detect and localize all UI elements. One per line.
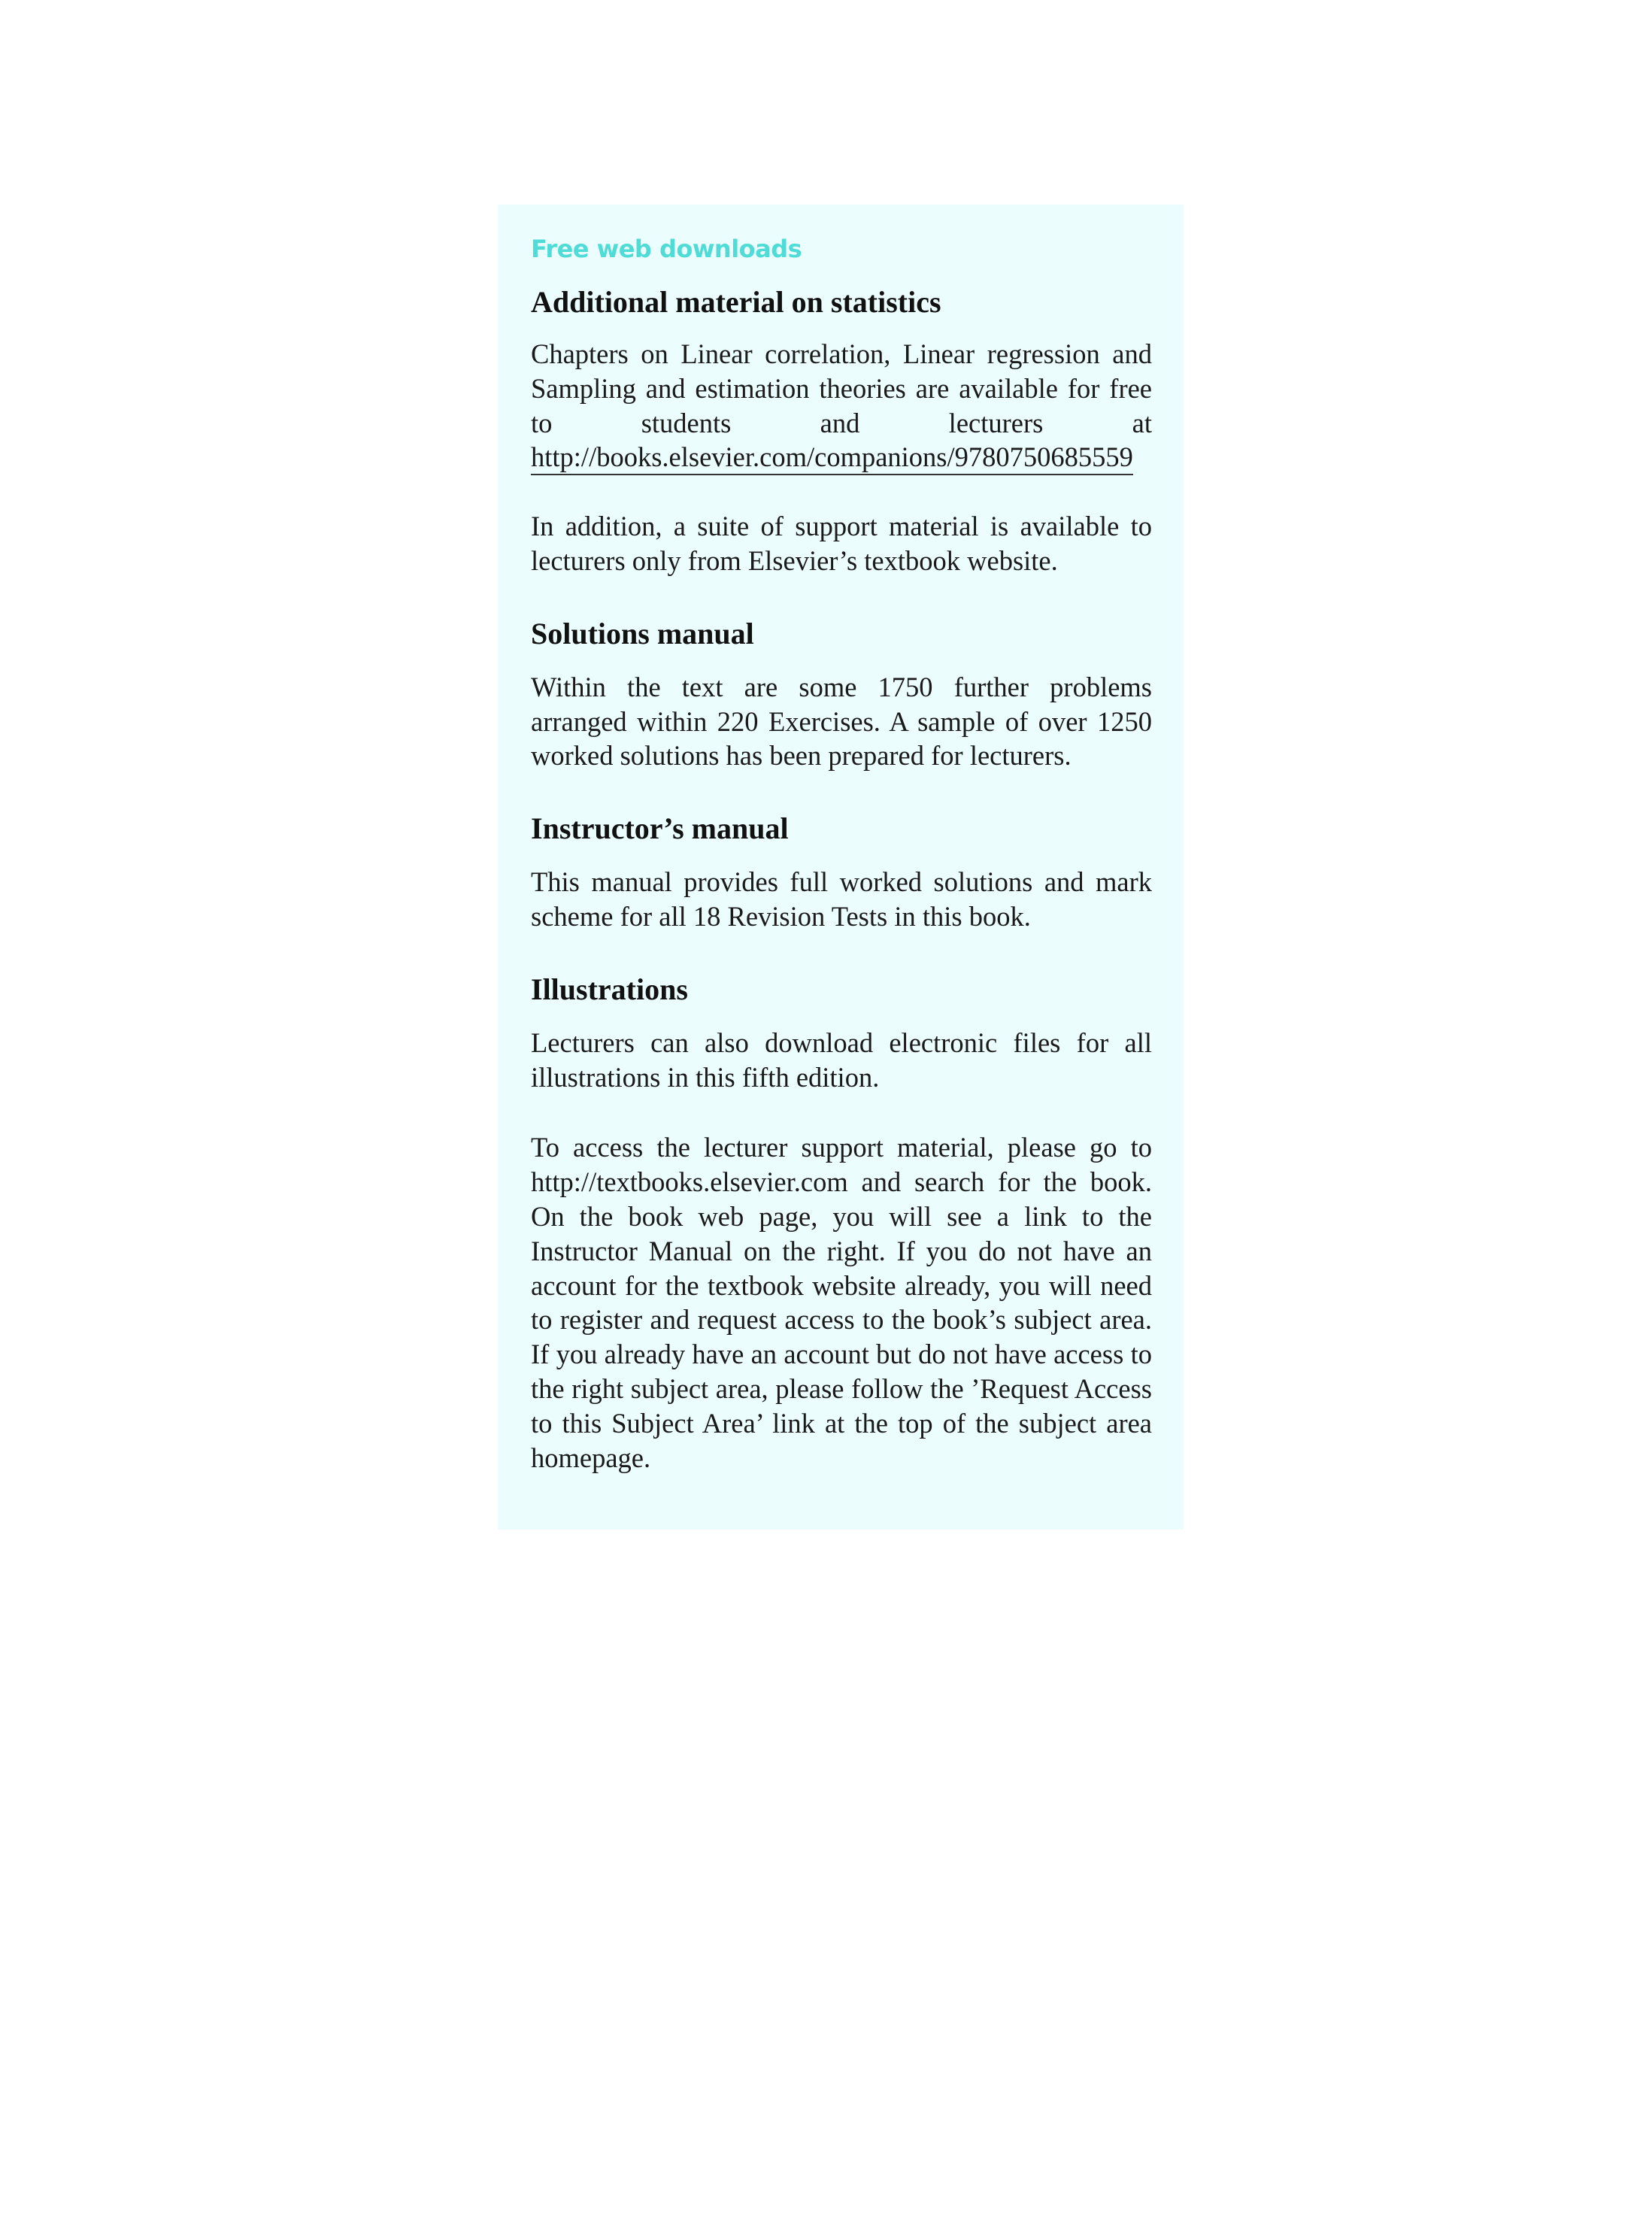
solutions-paragraph: Within the text are some 1750 further problems arranged within 220 Exercises. A sample of over 1250 worked solutions has been prepared for lecturers.: [531, 671, 1152, 772]
heading-instructors-manual: Instructor’s manual: [531, 811, 789, 846]
illustrations-paragraph: Lecturers can also download electronic files for all illustrations in this fifth edition.: [531, 1027, 1152, 1093]
statistics-text: Chapters on Linear correlation, Linear regression and Sampling and estimation theories are available for free to students and lecturers at: [531, 338, 1152, 438]
instructor-paragraph: This manual provides full worked solutions and mark scheme for all 18 Revision Tests in this book.: [531, 866, 1152, 932]
heading-solutions-manual: Solutions manual: [531, 616, 754, 650]
companion-site-link[interactable]: http://books.elsevier.com/companions/9780750685559: [531, 441, 1133, 475]
support-material-paragraph: In addition, a suite of support material is available to lecturers only from Elsevier’s textbook website.: [531, 511, 1152, 576]
section-kicker: Free web downloads: [531, 235, 802, 263]
heading-illustrations: Illustrations: [531, 972, 688, 1006]
heading-statistics: Additional material on statistics: [531, 285, 941, 319]
statistics-paragraph: [531, 337, 1152, 475]
access-instructions-paragraph: To access the lecturer support material, please go to http://textbooks.elsevier.com and search for the book. On the book web page, you will see a link to the Instructor Manual on the right. If you do not have an account for the textbook website already, you will need to register and request access to the book’s subject area. If you already have an account but do not have access to the right subject area, please follow the ’Request Access to this Subject Area’ link at the top of the subject area homepage.: [531, 1132, 1152, 1473]
web-downloads-panel: [498, 205, 1184, 1530]
